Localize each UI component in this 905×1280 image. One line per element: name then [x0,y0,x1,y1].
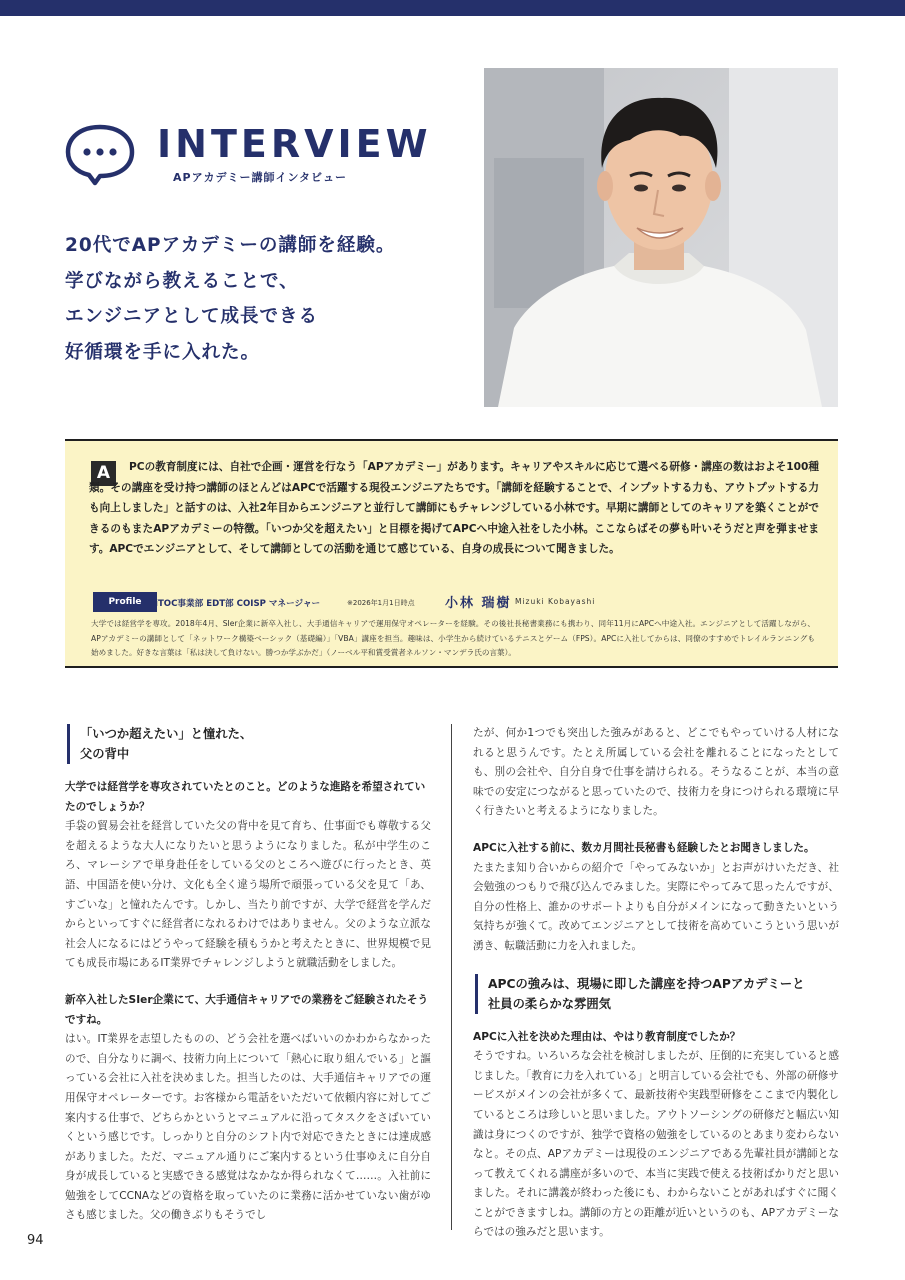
section-heading-line: 父の背中 [80,747,130,761]
question: APCに入社を決めた理由は、やはり教育制度でしたか？ [473,1030,741,1043]
profile-label: Profile [93,592,157,612]
section-heading-line: APCの強みは、現場に即した講座を持つAPアカデミーと [488,976,805,991]
profile-name: 小林 瑞樹 [445,596,512,611]
body-column-right [473,724,839,1260]
profile-department: iTOC事業部 EDT部 COISP マネージャー [155,599,321,609]
profile-bio: 大学では経営学を専攻。2018年4月、SIer企業に新卒入社し、大手通信キャリアで運用保守オペレーターを経験。その後社長秘書業務にも携わり、同年11月にAPCへ中途入社。エンジニアとして活躍しながら、APアカデミーの講師として「ネットワーク構築ベーシック（基礎編）」「VBA」講座を担当。趣味は、小学生から続けているテニスとゲーム（FPS）。APCに入社してからは、同僚のすすめでトレイルランニングも始めました。好きな言葉は「私は決して負けない。勝つか学ぶかだ」（ノーベル平和賞受賞者ネルソン・マンデラ氏の言葉）。 [91,619,815,657]
question: 大学では経営学を専攻されていたとのこと。どのような進路を希望されていたのでしょうか？ [65,781,426,813]
headline-line: エンジニアとして成長できる [65,306,319,327]
column-divider [451,724,452,1230]
answer: たまたま知り合いからの紹介で「やってみないか」とお声がけいただき、社会勉強のつもりで飛び込んでみました。実際にやってみて思ったんですが、自分の性格上、誰かのサポートよりも自分がメインになって動きたいという気持ちが強くて。改めてエンジニアとして技術を高めていこうという思いが湧き、転職活動に力を入れました。 [473,861,839,952]
interview-title: INTERVIEW [157,122,432,166]
answer-continued: たが、何か1つでも突出した強みがあると、どこでもやっていける人材になれると思うんです。たとえ所属している会社を離れることになったとしても、別の会社や、自分自身で仕事を請けられる。そうなることが、本当の意味での安定につながると思っていたので、技術力を身につけられる環境に早く行きたいと考えるようになりました。 [473,727,839,818]
headline-line: 学びながら教えることで、 [65,270,299,292]
profile-name-roman: Mizuki Kobayashi [515,597,596,606]
portrait-photo [484,68,838,407]
headline [65,228,475,370]
interview-subtitle: APアカデミー講師インタビュー [173,171,348,184]
section-heading [475,974,839,1014]
body-column-left [65,724,431,1243]
top-bar [0,0,905,16]
section-heading-line: 「いつか超えたい」と憧れた、 [80,727,253,741]
speech-bubble-icon [65,124,135,186]
headline-line: 20代でAPアカデミーの講師を経験。 [65,235,396,256]
profile-date-note: ※2026年1月1日時点 [347,599,415,607]
lead-text: PCの教育制度には、自社で企画・運営を行なう「APアカデミー」があります。キャリアやスキルに応じて選べる研修・講座の数はおよそ100種類。その講座を受け持つ講師のほとんどはAPCで活躍する現役エンジニアたちです。「講師を経験することで、インプットする力も、アウトプットする力も向上しました」と話すのは、入社2年目からエンジニアと並行して講師にもチャレンジしている小林です。早期に講師としてのキャリアを築くことができるのもまたAPアカデミーの特徴。「いつか父を超えたい」と目標を掲げてAPCへ中途入社をした小林。ここならばその夢も叶いそうだと声を弾ませます。APCでエンジニアとして、そして講師としての活動を通じて感じている、自身の成長について聞きました。 [89,461,820,555]
question: APCに入社する前に、数カ月間社長秘書も経験したとお聞きしました。 [473,841,815,854]
headline-line: 好循環を手に入れた。 [65,341,261,363]
section-heading [67,724,431,764]
section-heading-line: 社員の柔らかな雰囲気 [488,996,611,1011]
answer: そうですね。いろいろな会社を検討しましたが、圧倒的に充実していると感じました。「教育に力を入れている」と明言している会社でも、外部の研修サービスがメインの会社が多くて、最新技術や実践型研修をここまで内製化しているところは珍しいと思いました。アウトソーシングの研修だと幅広い知識は身につくのですが、独学で資格の勉強をしているのとあまり変わらないなと。その点、APアカデミーは現役のエンジニアである先輩社員が講師となって教えてくれる講座が多いので、本当に実践で使える技術ばかりだと思いました。それに講義が終わった後にも、わからないことがあればすぐに聞くことができますしね。講師の方との距離が近いというのも、APアカデミーならではの強みだと思います。 [473,1050,839,1239]
interview-header [65,122,432,189]
answer: 手袋の貿易会社を経営していた父の背中を見て育ち、仕事面でも尊敬する父を超えるような大人になりたいと思うようになりました。私が中学生のころ、マレーシアで単身赴任をしている父のところへ遊びに行ったとき、英語、中国語を使い分け、文化も全く違う場所で頑張っている父を見て「あ、すごいな」と憧れたんです。しかし、当たり前ですが、大学で経営を学んだからといってすぐに経営者になれるわけではありません。父のような立派な社会人になるにはどうやって経験を積もうかと考えたときに、世界規模で見ても成長市場にあるIT業界でチャレンジしようと就職活動をしました。 [65,820,431,970]
portrait-illustration [484,68,838,407]
question: 新卒入社したSIer企業にて、大手通信キャリアでの業務をご経験されたそうですね。 [65,993,429,1026]
lead-box [65,439,838,668]
page-number: 94 [27,1233,44,1248]
answer: はい。IT業界を志望したものの、どう会社を選べばいいのかわからなかったので、自分なりに調べ、技術力向上について「熱心に取り組んでいる」と謳っている会社に入社を決めました。担当したのは、大手通信キャリアでの運用保守オペレーターです。お客様から電話をいただいて依頼内容に対してご案内する仕事で、どちらかというとマニュアルに沿ってタスクをさばいていくという感じです。しっかりと自分のシフト内で対応できたときには達成感がありました。ただ、マニュアル通りにご案内するという仕事ゆえに自分自身が成長していると実感できる感覚はなかなか得られなくて……。入社前に勉強をしてCCNAなどの資格を取っていたのに業務に活かせていない歯がゆさも感じました。父の働きぶりもそうでし [65,1033,431,1222]
lead-initial-mark: A [91,461,116,486]
